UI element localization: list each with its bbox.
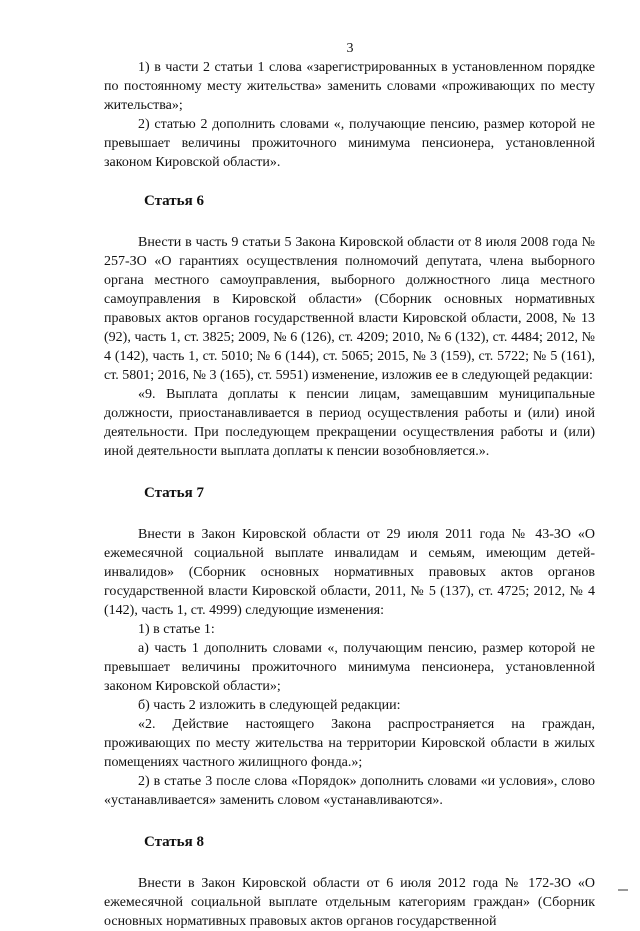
paragraph: «2. Действие настоящего Закона распространяется на граждан, проживающих по месту жительства на территории Кировской области в жилых помещениях частного жилищного фонда.»; xyxy=(104,717,595,770)
paragraph: б) часть 2 изложить в следующей редакции: xyxy=(138,698,401,713)
paragraph: 1) в статье 1: xyxy=(138,622,215,637)
document-body xyxy=(104,58,595,931)
scan-mark xyxy=(618,889,628,891)
page-number: 3 xyxy=(346,41,354,56)
paragraph: 1) в части 2 статьи 1 слова «зарегистрированных в установленном порядке по постоянному месту жительства» заменить словами «проживающих по месту жительства»; xyxy=(104,60,595,113)
paragraph: Внести в Закон Кировской области от 29 июля 2011 года № 43-ЗО «О ежемесячной социальной выплате инвалидам и семьям, имеющим детей-инвалидов» (Сборник основных нормативных правовых актов органов государственной власти Кировской области, 2011, № 5 (137), ст. 4725; 2012, № 4 (142), часть 1, ст. 4999) следующие изменения: xyxy=(104,527,595,618)
paragraph: Внести в часть 9 статьи 5 Закона Кировской области от 8 июля 2008 года № 257-ЗО «О гарантиях осуществления полномочий депутата, члена выборного органа местного самоуправления, выборного должностного лица местного самоуправления в Кировской области» (Сборник основных нормативных правовых актов органов государственной власти Кировской области, 2008, № 13 (92), часть 1, ст. 3825; 2009, № 6 (126), ст. 4209; 2010, № 6 (132), ст. 4484; 2012, № 4 (142), часть 1, ст. 5010; № 6 (144), ст. 5065; 2015, № 3 (159), ст. 5722; № 5 (161), ст. 5801; 2016, № 3 (165), ст. 5951) изменение, изложив ее в следующей редакции: xyxy=(104,235,595,383)
paragraph: 2) в статье 3 после слова «Порядок» дополнить словами «и условия», слово «устанавливается» заменить словом «устанавливаются». xyxy=(104,774,595,808)
paragraph: 2) статью 2 дополнить словами «, получающие пенсию, размер которой не превышает величины прожиточного минимума пенсионера, установленной законом Кировской области». xyxy=(104,117,595,170)
paragraph: Внести в Закон Кировской области от 6 июля 2012 года № 172-ЗО «О ежемесячной социальной выплате отдельным категориям граждан» (Сборник основных нормативных правовых актов органов государственной xyxy=(104,876,595,929)
paragraph: «9. Выплата доплаты к пенсии лицам, замещавшим муниципальные должности, приостанавливается в период осуществления работы и (или) иной деятельности. При последующем прекращении осуществления работы и (или) иной деятельности выплата доплаты к пенсии возобновляется.». xyxy=(104,387,595,459)
paragraph: а) часть 1 дополнить словами «, получающим пенсию, размер которой не превышает величины прожиточного минимума пенсионера, установленной законом Кировской области»; xyxy=(104,641,595,694)
article-heading: Статья 6 xyxy=(144,193,204,209)
article-heading: Статья 7 xyxy=(144,485,204,501)
article-heading: Статья 8 xyxy=(144,834,204,850)
